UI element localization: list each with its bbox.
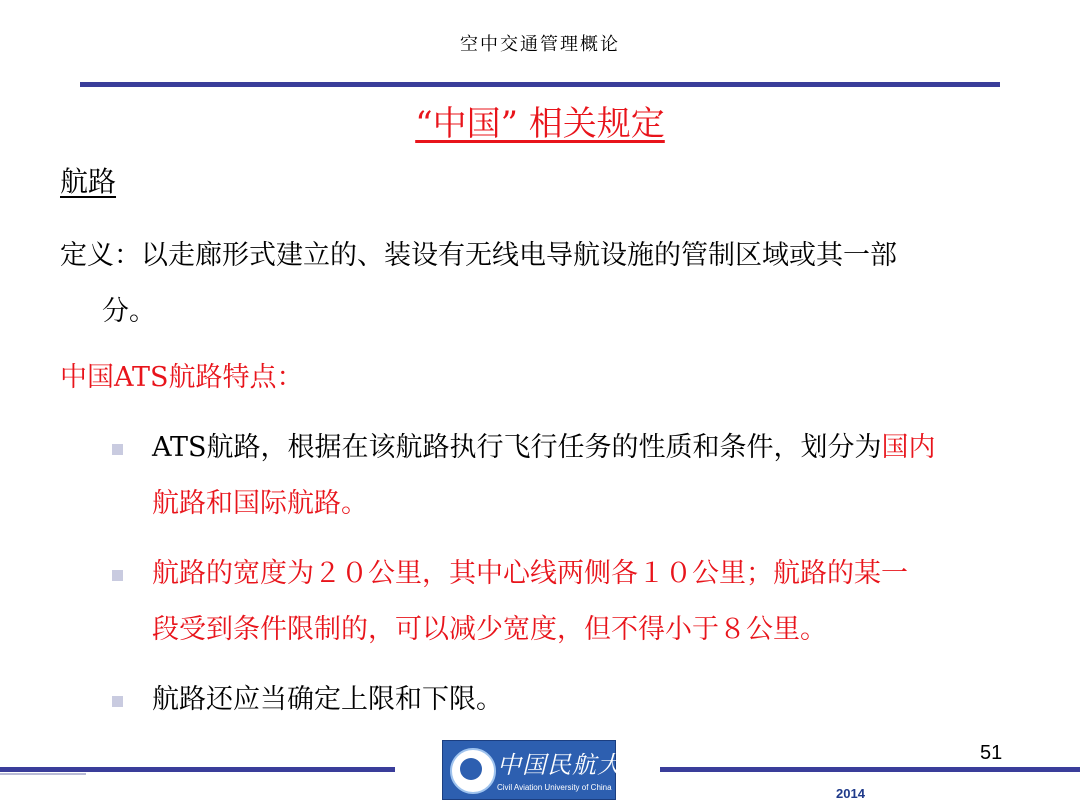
logo-chinese-name: 中国民航大学 <box>497 751 647 779</box>
list-item <box>112 546 1022 658</box>
section-heading: 航路 <box>60 165 117 198</box>
slide-title: “中国” 相关规定 <box>415 104 665 144</box>
university-logo <box>442 740 647 800</box>
page-number: 51 <box>980 742 1003 764</box>
footer-year: 2014 <box>836 786 865 801</box>
bullet-list <box>112 420 1022 742</box>
logo-english-name: Civil Aviation University of China <box>497 783 612 792</box>
footer-accent-line <box>0 773 86 775</box>
bullet-text: 段受到条件限制的，可以减少宽度，但不得小于８公里。 <box>152 614 827 645</box>
emblem-icon <box>450 748 496 794</box>
header-divider <box>80 82 1000 87</box>
bullet-text: 航路还应当确定上限和下限。 <box>152 684 503 715</box>
sub-heading: 中国ATS航路特点： <box>60 362 304 393</box>
square-bullet-icon <box>112 444 123 455</box>
definition-line-2: 分。 <box>102 296 156 327</box>
bullet-text-highlight: 航路和国际航路。 <box>152 488 368 519</box>
bullet-text: 航路的宽度为２０公里，其中心线两侧各１０公里；航路的某一 <box>152 558 908 589</box>
list-item <box>112 420 1022 532</box>
definition-line-1: 定义：以走廊形式建立的、装设有无线电导航设施的管制区域或其一部 <box>60 240 897 271</box>
footer-divider-right <box>660 767 1080 772</box>
square-bullet-icon <box>112 570 123 581</box>
header-title: 空中交通管理概论 <box>460 34 620 55</box>
square-bullet-icon <box>112 696 123 707</box>
bullet-text-highlight: 国内 <box>881 432 936 463</box>
definition-text <box>60 228 1010 340</box>
list-item <box>112 672 1022 728</box>
bullet-text: ATS航路，根据在该航路执行飞行任务的性质和条件，划分为 <box>152 432 882 463</box>
footer-divider-left <box>0 767 395 772</box>
